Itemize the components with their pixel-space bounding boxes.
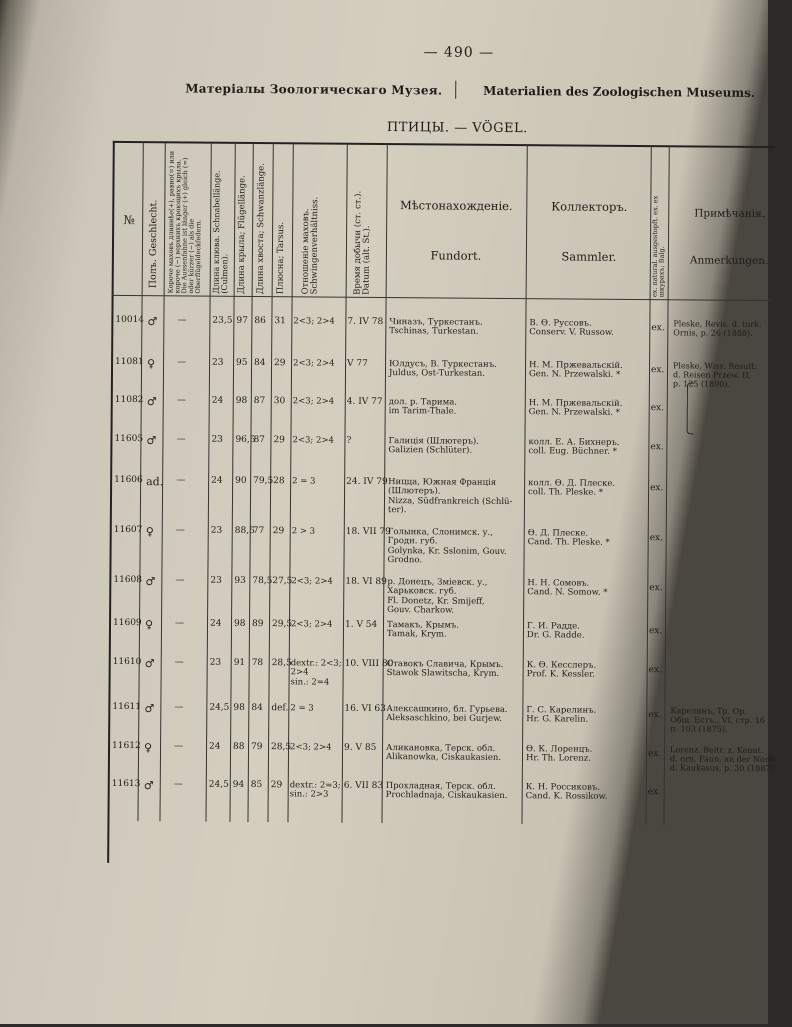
cell-culmen: 23	[210, 525, 223, 536]
cell-culmen: 24	[209, 618, 222, 629]
cell-remiges: dextr.: 2=3; sin.: 2>3	[289, 780, 341, 800]
cell-tail: 77	[252, 526, 265, 537]
cell-no: 11613	[111, 778, 141, 790]
cell-tarsus: 29	[270, 780, 283, 791]
cell-sex: ♂	[146, 395, 157, 409]
cell-wing-note: —	[176, 395, 186, 406]
cell-collector: колл. Е. А. Бихнеръ. coll. Eug. Büchner. *	[528, 437, 620, 458]
cell-locality: Аликановка, Терск. обл. Alikanowka, Ciskaukasien.	[385, 743, 502, 764]
cell-culmen: 24,5	[209, 702, 230, 713]
cell-notes: Lorenz, Beitr. z. Kennt. d. orn. Faun. an der Nord- d. Kaukasus, p. 30 (1887).	[669, 745, 777, 773]
cell-date: ?	[346, 435, 352, 446]
cell-wing-note: —	[174, 741, 184, 752]
cell-sex: ♂	[144, 657, 155, 671]
cell-locality: Чиназъ, Туркестанъ. Tschinas, Turkestan.	[389, 317, 483, 338]
cell-wing-note: —	[175, 575, 185, 586]
cell-culmen: 23	[209, 657, 222, 668]
cell-no: 11606	[114, 474, 143, 486]
cell-tail: 85	[250, 779, 263, 791]
cell-date: V 77	[347, 358, 368, 369]
cell-material: ex.	[650, 483, 664, 494]
cell-collector: Ѳ. К. Лоренцъ. Hr. Th. Lorenz.	[525, 744, 593, 765]
cell-wing: 88,5	[234, 525, 255, 537]
cell-sex: ♂	[147, 315, 158, 329]
cell-date: 16. VI 63	[344, 703, 386, 715]
cell-tarsus: 29,5	[271, 619, 293, 630]
cell-wing: 91	[233, 657, 246, 668]
cell-wing-note: —	[177, 315, 187, 326]
cell-locality: Прохладная, Терск. обл. Prochladnaja, Ciskaukasien.	[385, 781, 508, 802]
section-title: ПТИЦЫ. — VÖGEL.	[386, 120, 528, 137]
cell-tarsus: 29	[274, 358, 286, 369]
cell-remiges: 2<3; 2>4	[290, 742, 332, 753]
cell-locality: р. Донецъ, Зміевск. у., Харьковск. губ. Fl. Donetz, Kr. Smijeff, Gouv. Charkow.	[387, 577, 488, 616]
cell-remiges: 2<3; 2>4	[290, 619, 333, 630]
cell-material: ex.	[647, 787, 662, 798]
cell-date: 10. VIII 80	[344, 658, 394, 670]
cell-sex: ♂	[144, 702, 155, 716]
cell-remiges: 2 = 3	[292, 476, 316, 487]
cell-notes: Pleske, Wiss. Result. d. Reisen Przew. II, p. 125 (1890).	[672, 361, 757, 389]
col-header-wing: Длина крыла; Flügellänge.	[236, 175, 248, 294]
col-header-notes-ru: Примѣчанія.	[694, 207, 766, 221]
cell-remiges: 2<3; 2>4	[293, 358, 335, 369]
col-header-tail: Длина хвоста; Schwanzlänge.	[255, 163, 267, 295]
col-header-sex: Полъ. Geschlecht.	[147, 199, 160, 289]
cell-tail: 79,5	[253, 476, 274, 487]
cell-collector: Г. И. Радде. Dr. G. Radde.	[526, 621, 585, 641]
cell-tarsus: 28	[273, 476, 285, 487]
cell-locality: дол. р. Тарима. im Tarim-Thale.	[388, 397, 458, 417]
cell-sex: ♀	[145, 525, 154, 539]
cell-collector: Н. М. Пржевальскій. Gen. N. Przewalski. *	[528, 360, 623, 381]
cell-no: 11082	[114, 394, 144, 406]
cell-culmen: 23	[211, 434, 223, 445]
cell-no: 11608	[113, 574, 143, 586]
col-header-locality-de: Fundort.	[430, 248, 482, 263]
cell-date: 18. VII 79	[345, 526, 391, 538]
header-russian: Матеріалы Зоологическаго Музея.	[185, 81, 443, 98]
cell-wing-note: —	[174, 657, 184, 668]
cell-material: ex.	[649, 583, 663, 594]
cell-wing: 88	[233, 741, 245, 752]
cell-remiges: 2 > 3	[291, 526, 316, 537]
cell-tail: 89	[251, 618, 264, 630]
cell-collector: колл. Ѳ. Д. Плеске. coll. Th. Pleske. *	[528, 478, 616, 499]
cell-no: 11612	[112, 740, 141, 752]
cell-wing-note: —	[174, 618, 185, 629]
cell-locality: Ставокъ Славича, Крымъ. Stawok Slawitscha, Krym.	[386, 659, 504, 680]
cell-tail: 87	[253, 396, 266, 407]
cell-tarsus: 27,5	[272, 576, 293, 587]
cell-material: ex.	[650, 365, 665, 376]
cell-material: ex.	[650, 403, 665, 414]
cell-wing: 97	[236, 315, 248, 326]
cell-wing-note: —	[173, 779, 183, 790]
cell-culmen: 24	[211, 395, 224, 406]
cell-sex: ♂	[146, 434, 157, 448]
col-header-notes-de: Anmerkungen.	[689, 254, 769, 268]
cell-culmen: 23	[210, 575, 222, 586]
cell-wing: 90	[235, 475, 247, 486]
cell-remiges: dextr.: 2<3; 2>4 sin.: 2=4	[290, 658, 342, 688]
cell-tarsus: 28,5	[271, 658, 292, 669]
cell-notes: Pleske, Revis. d. turk. Ornis, p. 26 (1888).	[673, 319, 762, 338]
cell-wing: 95	[236, 357, 248, 368]
cell-material: ex.	[650, 442, 664, 453]
cell-collector: К. Ѳ. Кесслеръ. Prof. K. Kessler.	[526, 660, 597, 681]
cell-no: 11081	[115, 356, 144, 368]
cell-sex: ♂	[145, 575, 156, 589]
cell-sex: ♀	[147, 357, 156, 371]
cell-locality: Голынка, Слонимск. у., Гродн. губ. Golynka, Kr. Sslonim, Gouv. Grodno.	[387, 527, 507, 566]
col-header-wing-note: Короче маховъ длиннѣе(+), равно(=) или короче (−) верхнихъ кроющихъ крыла. Die Aussenfahne ist länger (+) gleich (=) oder kürzer (−) als die Oberflügeldeckfedern.	[166, 150, 203, 294]
cell-tail: 84	[254, 358, 266, 369]
cell-locality: Галиція (Шлютеръ). Galizien (Schlüter).	[388, 436, 479, 457]
cell-tail: 86	[254, 316, 266, 327]
cell-date: 4. IV 77	[346, 396, 383, 408]
cell-wing: 98	[233, 702, 245, 713]
cell-wing: 98	[233, 618, 246, 629]
header-german: Materialien des Zoologischen Museums.	[483, 83, 756, 100]
col-header-tarsus: Плюсна; Tarsus.	[275, 221, 287, 295]
cell-date: 7. IV 78	[347, 316, 384, 328]
cell-locality: Тамакъ, Крымъ. Tamak, Krym.	[386, 620, 460, 640]
cell-wing-note: —	[176, 434, 186, 445]
cell-collector: Ѳ. Д. Плеске. Cand. Th. Pleske. *	[527, 528, 610, 549]
col-header-locality-ru: Мѣстонахожденіе.	[399, 198, 513, 214]
cell-tarsus: 31	[274, 316, 286, 327]
cell-material: ex.	[649, 533, 664, 544]
cell-remiges: 2<3; 2>4	[291, 576, 333, 587]
cell-date: 24. IV 79	[346, 476, 388, 488]
cell-tarsus: 30	[273, 396, 286, 407]
cell-wing: 94	[232, 779, 245, 790]
cell-sex: ad.	[146, 475, 164, 489]
notes-brace	[687, 382, 694, 434]
cell-material: ex.	[648, 665, 662, 676]
cell-material: ex.	[648, 626, 663, 637]
cell-remiges: 2<3; 2>4	[292, 396, 335, 407]
cell-collector: Г. С. Карелинъ. Hr. G. Karelin.	[526, 705, 597, 725]
cell-sex: ♀	[143, 741, 153, 755]
cell-tarsus: 28,5	[271, 742, 292, 753]
cell-material: ex.	[648, 710, 662, 721]
col-header-collector-de: Sammler.	[561, 249, 617, 264]
cell-no: 11610	[112, 656, 142, 668]
cell-date: 18. VI 89	[345, 576, 387, 588]
cell-no: 11607	[113, 524, 143, 536]
cell-tail: 79	[251, 741, 263, 753]
cell-tarsus: def.	[271, 703, 289, 714]
cell-locality: Юлдусъ, В. Туркестанъ. Juldus, Ost-Turkestan.	[388, 359, 497, 380]
cell-date: 9. V 85	[344, 742, 377, 753]
cell-no: 11609	[112, 617, 142, 629]
header-separator	[455, 81, 456, 99]
cell-tail: 87	[253, 435, 265, 446]
cell-tail: 84	[251, 702, 263, 714]
cell-wing-note: —	[176, 475, 186, 486]
col-header-culmen: Длина клюва. Schnabellänge. (Culmen).	[211, 170, 230, 294]
cell-tarsus: 29	[272, 526, 285, 537]
cell-tail: 78	[251, 657, 264, 669]
cell-wing: 96,5	[235, 434, 256, 446]
cell-culmen: 24,5	[208, 779, 229, 790]
cell-wing: 98	[235, 395, 248, 406]
cell-collector: Н. М. Пржевальскій. Gen. N. Przewalski. *	[528, 398, 623, 419]
cell-remiges: 2<3; 2>4	[292, 435, 334, 446]
col-header-material: ex. natural. ausgestopft. ex. ex шкурахъ; Balg.	[650, 195, 666, 298]
col-header-remiges: Отношеніе маховъ. Schwingenverhältniss.	[300, 196, 321, 295]
cell-culmen: 24	[209, 741, 221, 752]
cell-sex: ♀	[144, 618, 154, 632]
cell-culmen: 23,5	[212, 315, 233, 326]
cell-remiges: 2<3; 2>4	[293, 316, 335, 327]
page-number: — 490 —	[423, 44, 495, 61]
col-header-collector-ru: Коллекторъ.	[551, 199, 628, 214]
cell-wing-note: —	[175, 525, 185, 536]
cell-material: ex.	[647, 749, 662, 760]
cell-locality: Алексашкино, бл. Гурьева. Aleksaschkino, bei Gurjew.	[386, 704, 508, 725]
cell-sex: ♂	[143, 779, 154, 793]
cell-no: 10014	[115, 314, 145, 326]
cell-collector: Н. Н. Сомовъ. Cand. N. Somow. *	[527, 578, 608, 599]
cell-no: 11611	[112, 701, 142, 713]
cell-wing-note: —	[174, 702, 184, 713]
cell-date: 1. V 54	[344, 619, 378, 630]
col-header-date: Время добычи (ст. ст.). Datum (alt. St.).	[352, 190, 373, 295]
cell-no: 11605	[114, 433, 144, 445]
cell-culmen: 24	[211, 475, 223, 486]
cell-tail: 78,5	[252, 576, 273, 587]
cell-culmen: 23	[212, 357, 224, 368]
cell-wing: 93	[234, 575, 246, 586]
col-header-no: №	[123, 212, 135, 228]
cell-tarsus: 29	[273, 435, 285, 446]
cell-locality: Ницца, Южная Франція (Шлютеръ). Nizza, Südfrankreich (Schlü- ter).	[387, 477, 513, 516]
cell-remiges: 2 = 3	[290, 703, 314, 714]
cell-material: ex.	[651, 323, 665, 334]
cell-date: 6. VII 83	[343, 780, 384, 792]
cell-wing-note: —	[177, 357, 187, 368]
cell-collector: К. Н. Россиковъ. Cand. K. Rossikow.	[525, 782, 608, 803]
cell-notes: Карелинъ, Тр. Ор. Общ. Естъ., VI, стр. 16 п. 103 (1875).	[670, 706, 766, 734]
cell-collector: В. Ѳ. Руссовъ. Conserv. V. Russow.	[529, 318, 614, 339]
